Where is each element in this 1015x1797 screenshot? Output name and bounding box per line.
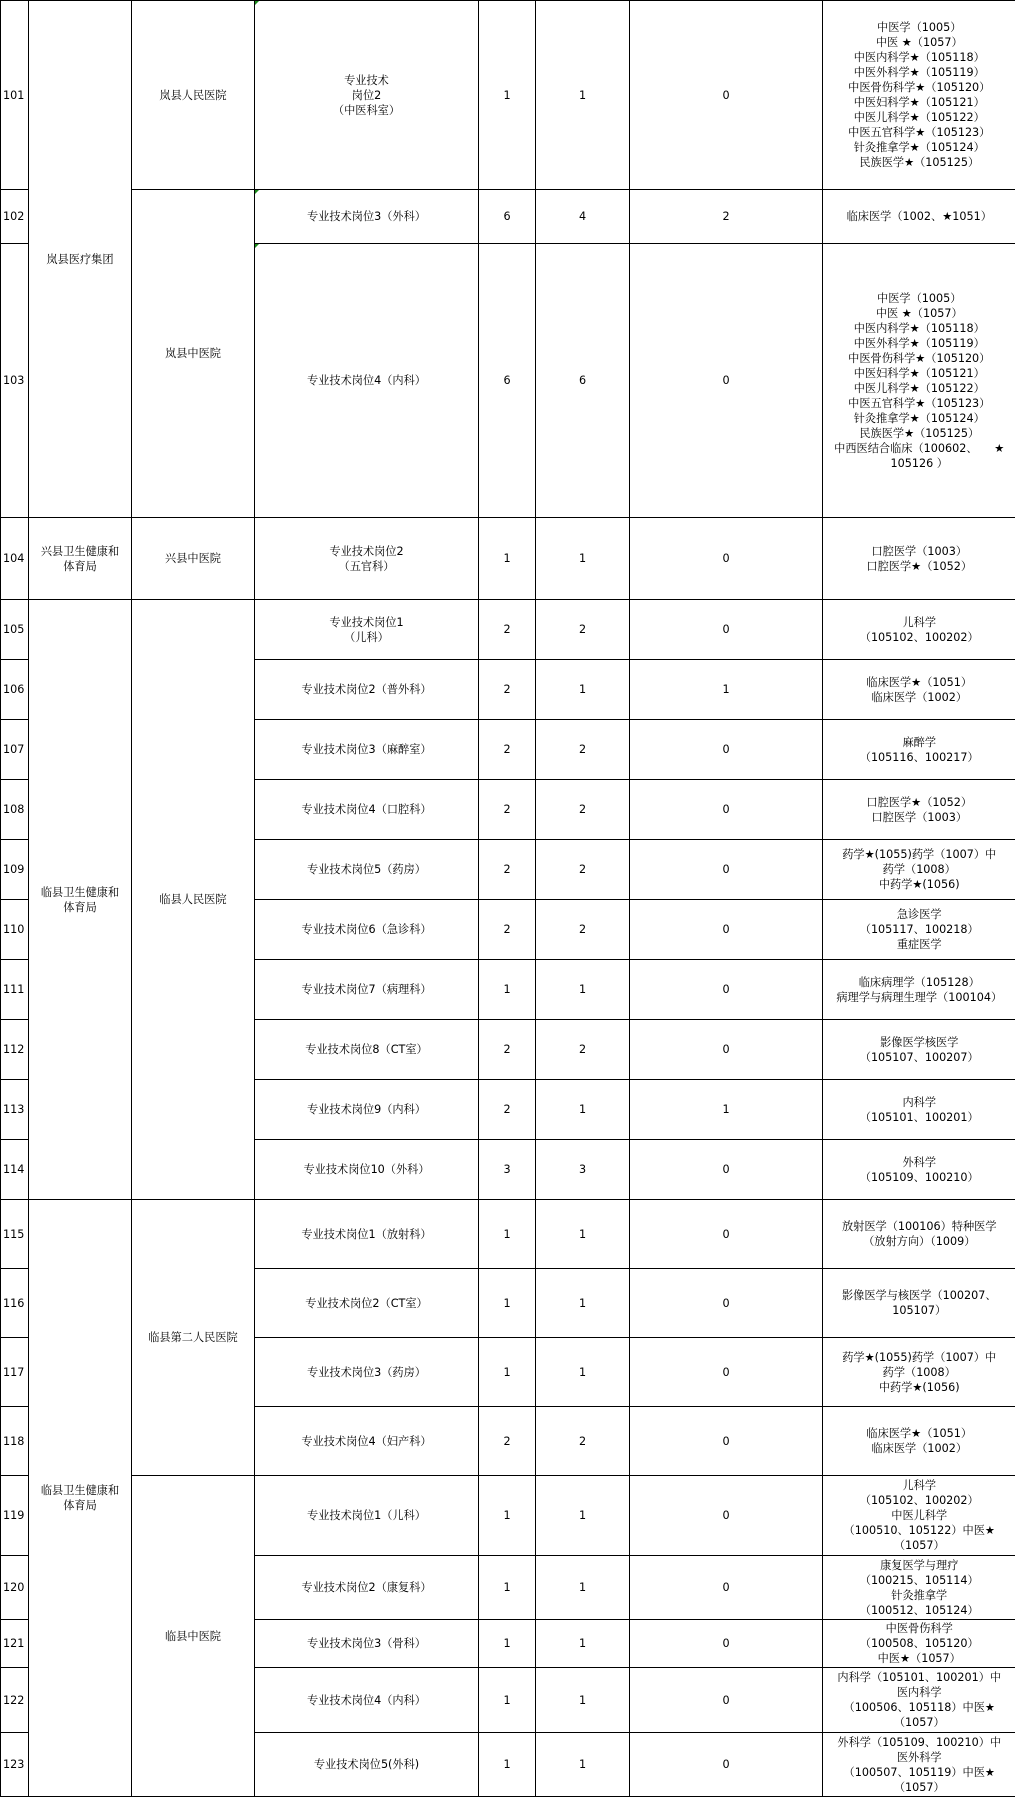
major-cell: 中医学（1005） 中医 ★（1057） 中医内科学★（105118） 中医外科学★（105119） 中医骨伤科学★（105120） 中医妇科学★（105121） 中医儿科学★（105122） 中医五官科学★（105123） 针灸推拿学★（105124） 民族医学★（105125）: [823, 1, 1015, 190]
table-row: [1, 518, 1015, 600]
post-cell: 专业技术岗位1 （儿科）: [255, 600, 479, 660]
count-a-cell: 1: [536, 1733, 630, 1797]
post-cell: 专业技术岗位1（儿科）: [255, 1476, 479, 1556]
unit-cell: 兴县中医院: [132, 518, 255, 600]
count-b-cell: 1: [630, 660, 823, 720]
row-number: 107: [1, 720, 29, 780]
post-cell: 专业技术岗位4（口腔科）: [255, 780, 479, 840]
major-cell: 药学★(1055)药学（1007）中 药学（1008） 中药学★(1056): [823, 1338, 1015, 1407]
post-cell: 专业技术岗位2（普外科）: [255, 660, 479, 720]
table-row: [1, 1200, 1015, 1269]
total-cell: 1: [479, 1476, 536, 1556]
total-cell: 2: [479, 1407, 536, 1476]
count-a-cell: 1: [536, 1556, 630, 1620]
post-cell: 专业技术岗位3（外科）: [255, 190, 479, 244]
count-a-cell: 4: [536, 190, 630, 244]
count-b-cell: 0: [630, 1556, 823, 1620]
count-b-cell: 0: [630, 600, 823, 660]
post-cell: 专业技术岗位3（骨科）: [255, 1620, 479, 1668]
major-cell: 临床病理学（105128） 病理学与病理生理学（100104）: [823, 960, 1015, 1020]
total-cell: 2: [479, 660, 536, 720]
row-number: 116: [1, 1269, 29, 1338]
row-number: 105: [1, 600, 29, 660]
table-row: [1, 190, 1015, 244]
row-number: 112: [1, 1020, 29, 1080]
post-cell: 专业技术岗位4（内科）: [255, 244, 479, 518]
count-b-cell: 0: [630, 1, 823, 190]
count-b-cell: 0: [630, 720, 823, 780]
count-a-cell: 1: [536, 1080, 630, 1140]
count-a-cell: 6: [536, 244, 630, 518]
table-row: [1, 1, 1015, 190]
total-cell: 2: [479, 840, 536, 900]
count-b-cell: 0: [630, 960, 823, 1020]
count-b-cell: 0: [630, 1407, 823, 1476]
count-b-cell: 0: [630, 1200, 823, 1269]
total-cell: 1: [479, 1, 536, 190]
total-cell: 2: [479, 900, 536, 960]
count-b-cell: 0: [630, 1620, 823, 1668]
count-a-cell: 1: [536, 1668, 630, 1733]
row-number: 106: [1, 660, 29, 720]
post-cell: 专业技术岗位2（CT室）: [255, 1269, 479, 1338]
major-cell: 临床医学★（1051） 临床医学（1002）: [823, 660, 1015, 720]
total-cell: 2: [479, 780, 536, 840]
count-a-cell: 1: [536, 1476, 630, 1556]
count-b-cell: 1: [630, 1080, 823, 1140]
row-number: 101: [1, 1, 29, 190]
major-cell: 药学★(1055)药学（1007）中 药学（1008） 中药学★(1056): [823, 840, 1015, 900]
count-a-cell: 2: [536, 720, 630, 780]
unit-cell: 临县中医院: [132, 1476, 255, 1797]
major-cell: 影像医学与核医学（100207、 105107）: [823, 1269, 1015, 1338]
unit-cell: 岚县中医院: [132, 190, 255, 518]
total-cell: 2: [479, 1020, 536, 1080]
major-cell: 麻醉学 （105116、100217）: [823, 720, 1015, 780]
total-cell: 1: [479, 1269, 536, 1338]
post-cell: 专业技术岗位1（放射科）: [255, 1200, 479, 1269]
row-number: 102: [1, 190, 29, 244]
post-cell: 专业技术岗位4（内科）: [255, 1668, 479, 1733]
post-cell: 专业技术岗位6（急诊科）: [255, 900, 479, 960]
unit-cell: 临县第二人民医院: [132, 1200, 255, 1476]
count-b-cell: 0: [630, 1140, 823, 1200]
major-cell: 口腔医学（1003） 口腔医学★（1052）: [823, 518, 1015, 600]
unit-cell: 岚县人民医院: [132, 1, 255, 190]
major-cell: 康复医学与理疗 （100215、105114） 针灸推拿学 （100512、105124）: [823, 1556, 1015, 1620]
count-b-cell: 0: [630, 1269, 823, 1338]
major-cell: 中医骨伤科学 （100508、105120） 中医★（1057）: [823, 1620, 1015, 1668]
department-cell: 兴县卫生健康和 体育局: [29, 518, 132, 600]
count-a-cell: 1: [536, 1338, 630, 1407]
major-cell: 临床医学（1002、★1051）: [823, 190, 1015, 244]
total-cell: 2: [479, 720, 536, 780]
post-cell: 专业技术岗位7（病理科）: [255, 960, 479, 1020]
total-cell: 1: [479, 518, 536, 600]
row-number: 104: [1, 518, 29, 600]
major-cell: 放射医学（100106）特种医学 （放射方向）（1009）: [823, 1200, 1015, 1269]
row-number: 119: [1, 1476, 29, 1556]
major-cell: 中医学（1005） 中医 ★（1057） 中医内科学★（105118） 中医外科学★（105119） 中医骨伤科学★（105120） 中医妇科学★（105121） 中医儿科学★（105122） 中医五官科学★（105123） 针灸推拿学★（105124） 民族医学★（105125） 中西医结合临床（100602、 ★ 105126 ）: [823, 244, 1015, 518]
row-number: 109: [1, 840, 29, 900]
row-number: 120: [1, 1556, 29, 1620]
department-cell: 临县卫生健康和 体育局: [29, 1200, 132, 1797]
post-cell: 专业技术岗位4（妇产科）: [255, 1407, 479, 1476]
total-cell: 1: [479, 1668, 536, 1733]
row-number: 110: [1, 900, 29, 960]
row-number: 114: [1, 1140, 29, 1200]
total-cell: 1: [479, 1338, 536, 1407]
row-number: 123: [1, 1733, 29, 1797]
post-cell: 专业技术岗位5(外科): [255, 1733, 479, 1797]
count-b-cell: 0: [630, 1338, 823, 1407]
count-b-cell: 0: [630, 840, 823, 900]
count-a-cell: 2: [536, 600, 630, 660]
count-a-cell: 2: [536, 1407, 630, 1476]
unit-cell: 临县人民医院: [132, 600, 255, 1200]
table-row: [1, 600, 1015, 660]
count-b-cell: 0: [630, 1020, 823, 1080]
count-b-cell: 0: [630, 900, 823, 960]
total-cell: 1: [479, 1200, 536, 1269]
post-cell: 专业技术岗位3（麻醉室）: [255, 720, 479, 780]
post-cell: 专业技术 岗位2 （中医科室）: [255, 1, 479, 190]
major-cell: 内科学（105101、100201）中 医内科学 （100506、105118）中医★ （1057）: [823, 1668, 1015, 1733]
total-cell: 1: [479, 1556, 536, 1620]
post-cell: 专业技术岗位5（药房）: [255, 840, 479, 900]
count-a-cell: 1: [536, 1269, 630, 1338]
count-b-cell: 0: [630, 780, 823, 840]
count-a-cell: 1: [536, 1620, 630, 1668]
table-row: [1, 1476, 1015, 1556]
post-cell: 专业技术岗位8（CT室）: [255, 1020, 479, 1080]
major-cell: 影像医学核医学 （105107、100207）: [823, 1020, 1015, 1080]
total-cell: 3: [479, 1140, 536, 1200]
total-cell: 1: [479, 1733, 536, 1797]
count-a-cell: 2: [536, 900, 630, 960]
count-a-cell: 1: [536, 660, 630, 720]
post-cell: 专业技术岗位2（康复科）: [255, 1556, 479, 1620]
row-number: 103: [1, 244, 29, 518]
count-a-cell: 1: [536, 1200, 630, 1269]
count-a-cell: 2: [536, 780, 630, 840]
count-a-cell: 2: [536, 1020, 630, 1080]
total-cell: 1: [479, 960, 536, 1020]
total-cell: 6: [479, 190, 536, 244]
row-number: 121: [1, 1620, 29, 1668]
major-cell: 外科学 （105109、100210）: [823, 1140, 1015, 1200]
major-cell: 外科学（105109、100210）中 医外科学 （100507、105119）中医★ （1057）: [823, 1733, 1015, 1797]
row-number: 108: [1, 780, 29, 840]
major-cell: 儿科学 （105102、100202） 中医儿科学 （100510、105122）中医★ （1057）: [823, 1476, 1015, 1556]
count-b-cell: 0: [630, 1733, 823, 1797]
row-number: 117: [1, 1338, 29, 1407]
major-cell: 口腔医学★（1052） 口腔医学（1003）: [823, 780, 1015, 840]
post-cell: 专业技术岗位10（外科）: [255, 1140, 479, 1200]
count-a-cell: 1: [536, 518, 630, 600]
count-a-cell: 3: [536, 1140, 630, 1200]
row-number: 113: [1, 1080, 29, 1140]
department-cell: 临县卫生健康和 体育局: [29, 600, 132, 1200]
total-cell: 6: [479, 244, 536, 518]
count-b-cell: 2: [630, 190, 823, 244]
post-cell: 专业技术岗位3（药房）: [255, 1338, 479, 1407]
row-number: 115: [1, 1200, 29, 1269]
major-cell: 内科学 （105101、100201）: [823, 1080, 1015, 1140]
count-a-cell: 1: [536, 1, 630, 190]
total-cell: 2: [479, 600, 536, 660]
row-number: 118: [1, 1407, 29, 1476]
post-cell: 专业技术岗位2 （五官科）: [255, 518, 479, 600]
department-cell: 岚县医疗集团: [29, 1, 132, 518]
count-b-cell: 0: [630, 518, 823, 600]
major-cell: 临床医学★（1051） 临床医学（1002）: [823, 1407, 1015, 1476]
count-b-cell: 0: [630, 244, 823, 518]
row-number: 122: [1, 1668, 29, 1733]
major-cell: 儿科学 （105102、100202）: [823, 600, 1015, 660]
total-cell: 2: [479, 1080, 536, 1140]
row-number: 111: [1, 960, 29, 1020]
post-cell: 专业技术岗位9（内科）: [255, 1080, 479, 1140]
total-cell: 1: [479, 1620, 536, 1668]
major-cell: 急诊医学 （105117、100218） 重症医学: [823, 900, 1015, 960]
count-a-cell: 1: [536, 960, 630, 1020]
count-b-cell: 0: [630, 1668, 823, 1733]
count-b-cell: 0: [630, 1476, 823, 1556]
count-a-cell: 2: [536, 840, 630, 900]
